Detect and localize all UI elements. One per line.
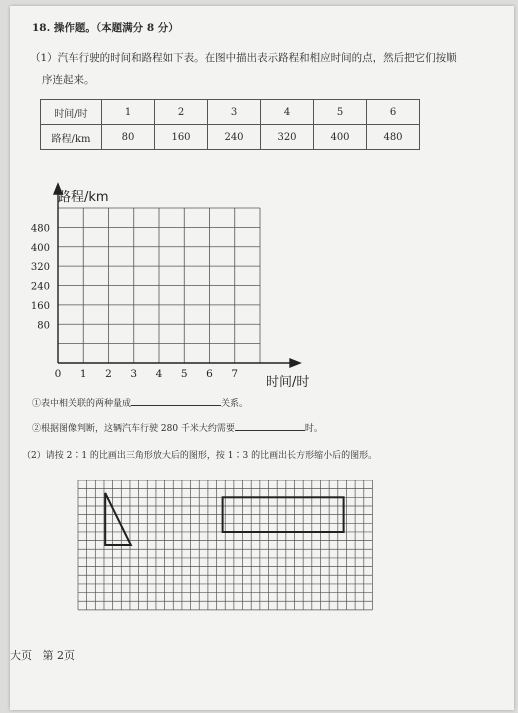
- time-distance-table: [40, 99, 420, 150]
- x-tick-label: 6: [206, 368, 213, 380]
- table-cell: 320: [261, 125, 314, 150]
- part2-text: （2）请按 2∶1 的比画出三角形放大后的图形，按 1∶3 的比画出长方形缩小后的图形。: [22, 451, 378, 461]
- y-tick-label: 320: [30, 262, 50, 274]
- x-axis-label: 时间/时: [266, 375, 310, 390]
- table-row-distance: [41, 125, 420, 150]
- table-header-time: 时间/时: [41, 100, 102, 125]
- x-tick-label: 4: [155, 368, 163, 380]
- table-cell: 4: [261, 100, 314, 125]
- question-title: 18. 操作题。（本题满分 8 分）: [32, 22, 179, 34]
- y-tick-label: 80: [37, 320, 50, 332]
- table-cell: 1: [102, 100, 155, 125]
- drawing-grid: [76, 480, 376, 614]
- sub2-text-before: ②根据图像判断，这辆汽车行驶 280 千米大约需要: [32, 424, 235, 434]
- triangle-shape: [105, 493, 131, 545]
- table-cell: 5: [314, 100, 367, 125]
- graph-grid: [58, 208, 260, 363]
- y-tick-label: 160: [30, 300, 50, 312]
- sub1-text-after: 关系。: [221, 399, 249, 409]
- table-header-distance: 路程/km: [41, 125, 102, 150]
- table-cell: 80: [102, 125, 155, 150]
- graph-axes: [54, 184, 300, 367]
- distance-time-graph: [10, 176, 330, 391]
- table-cell: 2: [155, 100, 208, 125]
- x-tick-label: 0: [54, 368, 62, 380]
- exam-page: [10, 6, 514, 710]
- y-axis-label: 路程/km: [58, 190, 109, 205]
- table-cell: 240: [208, 125, 261, 150]
- x-tick-label: 5: [180, 368, 188, 380]
- footer-left-text: 大页: [10, 649, 32, 662]
- sub-question-1: [32, 395, 248, 409]
- x-tick-labels: [55, 368, 238, 380]
- x-tick-label: 1: [79, 368, 87, 380]
- table-cell: 400: [314, 125, 367, 150]
- page-footer: [10, 647, 75, 663]
- sub1-answer-blank[interactable]: [131, 395, 221, 406]
- sub2-text-after: 时。: [304, 424, 323, 434]
- part1-intro-line1: （1）汽车行驶的时间和路程如下表。在图中描出表示路程和相应时间的点，然后把它们按顺: [30, 52, 457, 64]
- table-cell: 6: [367, 100, 420, 125]
- table-cell: 3: [208, 100, 261, 125]
- sub2-answer-blank[interactable]: [235, 420, 305, 431]
- x-tick-label: 3: [130, 368, 138, 380]
- x-tick-label: 7: [231, 368, 239, 380]
- footer-page-number: 第 2页: [42, 649, 75, 662]
- y-tick-label: 400: [30, 242, 50, 254]
- y-tick-labels: [31, 223, 50, 331]
- y-tick-label: 480: [30, 223, 50, 235]
- part1-intro-line2: 序连起来。: [42, 74, 95, 86]
- table-row-time: [41, 100, 420, 125]
- y-tick-label: 240: [30, 281, 50, 293]
- x-tick-label: 2: [105, 368, 112, 380]
- table-cell: 480: [367, 125, 420, 150]
- sub1-text-before: ①表中相关联的两种量成: [32, 399, 132, 409]
- table-cell: 160: [155, 125, 208, 150]
- x-axis-arrow-icon: [290, 359, 300, 367]
- sub-question-2: [32, 420, 323, 434]
